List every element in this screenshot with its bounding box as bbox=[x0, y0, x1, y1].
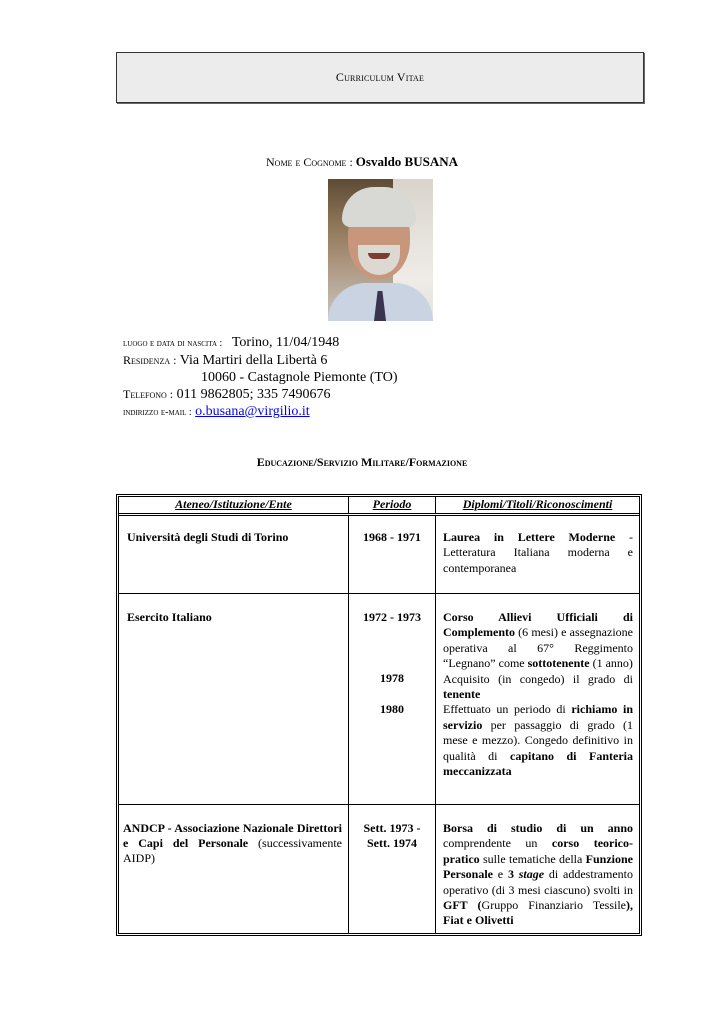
education-table bbox=[116, 494, 642, 936]
phone-row bbox=[123, 386, 398, 403]
phone-label: Telefono : bbox=[123, 387, 174, 401]
row1-period: 1968 - 1971 bbox=[349, 515, 436, 594]
email-label: indirizzo e-mail : bbox=[123, 407, 192, 418]
name-label: Nome e Cognome : bbox=[266, 155, 353, 169]
residence-row bbox=[123, 352, 398, 369]
birth-value: Torino, 11/04/1948 bbox=[231, 335, 340, 350]
col-header-titles: Diplomi/Titoli/Riconoscimenti bbox=[436, 497, 640, 515]
row2-institution: Esercito Italiano bbox=[119, 594, 349, 805]
table-row bbox=[119, 805, 639, 933]
cv-title: Curriculum Vitae bbox=[335, 70, 425, 84]
row1-titles: Laurea in Lettere Moderne - Letteratura Italiana moderna e contemporanea bbox=[436, 515, 640, 594]
row2-period1: 1972 - 1973 bbox=[363, 610, 421, 624]
residence-line2: 10060 - Castagnole Piemonte (TO) bbox=[201, 370, 398, 385]
row3-titles: Borsa di studio di un anno comprendente un corso teorico-pratico sulle tematiche della Funzione Personale e 3 stage di addestramento operativo (di 3 mesi ciascuno) svolti in GFT (Gruppo Finanziario Tessile), Fiat e Olivetti bbox=[436, 805, 640, 933]
row2-titles: Corso Allievi Ufficiali di Complemento (6 mesi) e assegnazione operativa al 67° Reggimento “Legnano” come sottotenente (1 anno) Acquisito (in congedo) il grado di tenente Effettuato un periodo di richiamo in servizio per passaggio di grado (1 mese e mezzo). Congedo definitivo in qualità di capitano di Fanteria meccanizzata bbox=[436, 594, 640, 805]
row2-period2: 1978 bbox=[380, 671, 404, 685]
birth-label: luogo e data di nascita : bbox=[123, 338, 223, 349]
residence-label: Residenza : bbox=[123, 353, 177, 367]
col-header-period: Periodo bbox=[349, 497, 436, 515]
email-link[interactable]: o.busana@virgilio.it bbox=[195, 404, 310, 419]
row3-period: Sett. 1973 - Sett. 1974 bbox=[349, 805, 436, 933]
row2-period3: 1980 bbox=[380, 702, 404, 716]
cv-header-box bbox=[116, 52, 644, 103]
birth-row bbox=[123, 334, 398, 352]
name-value: Osvaldo BUSANA bbox=[355, 154, 458, 169]
table-row bbox=[119, 515, 639, 594]
row1-institution: Università degli Studi di Torino bbox=[127, 530, 289, 544]
phone-value: 011 9862805; 335 7490676 bbox=[176, 387, 331, 402]
personal-info bbox=[123, 334, 398, 421]
portrait-photo bbox=[328, 179, 433, 321]
residence-line1: Via Martiri della Libertà 6 bbox=[179, 353, 328, 368]
row3-institution: ANDCP - Associazione Nazionale Direttori e Capi del Personale (successivamente AIDP) bbox=[119, 805, 349, 933]
name-line bbox=[0, 154, 724, 170]
section-title: Educazione/Servizio Militare/Formazione bbox=[256, 455, 468, 469]
row2-period bbox=[349, 594, 436, 805]
email-row bbox=[123, 403, 398, 421]
col-header-institution: Ateneo/Istituzione/Ente bbox=[119, 497, 349, 515]
table-row bbox=[119, 594, 639, 805]
